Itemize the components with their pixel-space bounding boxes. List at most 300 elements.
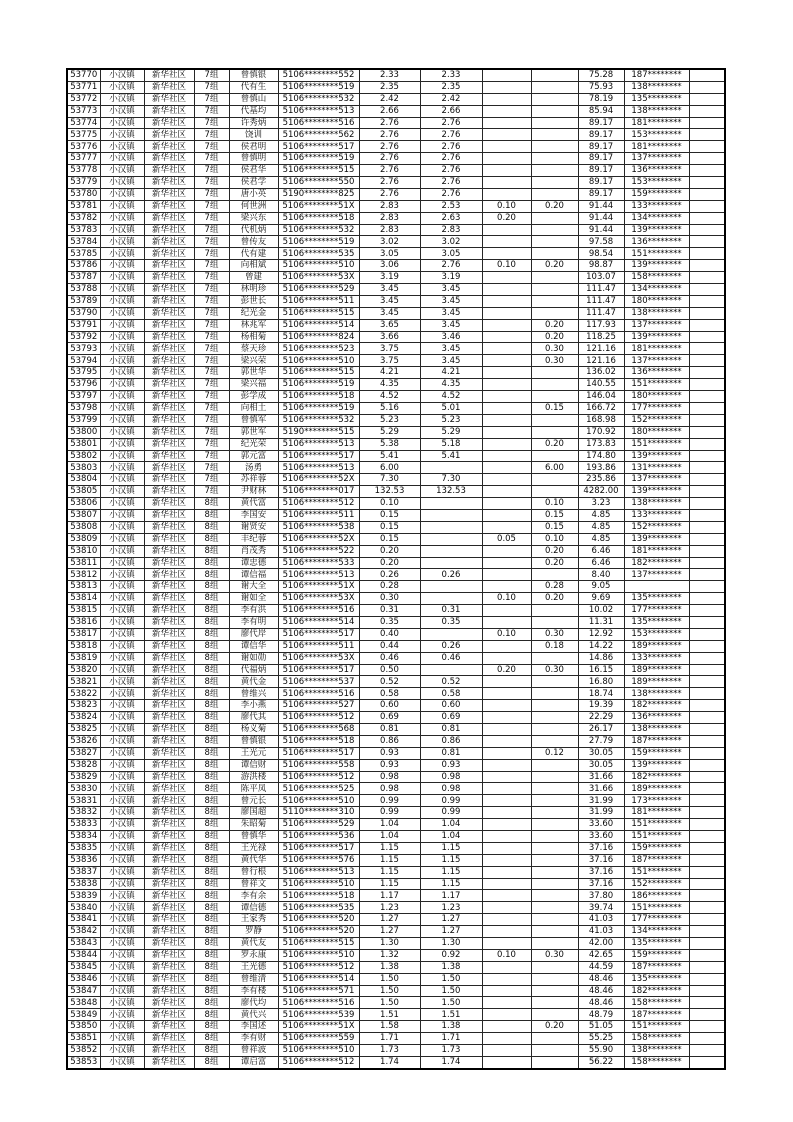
cell-town: 小汉镇 [100, 367, 144, 379]
cell-group: 8组 [194, 1056, 229, 1068]
cell-seq: 53798 [67, 402, 100, 414]
table-row [67, 545, 725, 557]
cell-value-3: 0.20 [482, 212, 531, 224]
cell-value-4 [531, 212, 578, 224]
cell-blank [689, 307, 725, 319]
cell-value-3 [482, 878, 531, 890]
cell-town: 小汉镇 [100, 842, 144, 854]
cell-community: 新华社区 [144, 985, 194, 997]
cell-community: 新华社区 [144, 426, 194, 438]
cell-seq: 53784 [67, 236, 100, 248]
cell-blank [689, 474, 725, 486]
cell-seq: 53800 [67, 426, 100, 438]
cell-value-4 [531, 426, 578, 438]
cell-total: 111.47 [578, 284, 624, 296]
table-row [67, 557, 725, 569]
cell-group: 8组 [194, 961, 229, 973]
cell-total: 91.44 [578, 224, 624, 236]
cell-blank [689, 997, 725, 1009]
cell-phone: 136******** [624, 236, 689, 248]
cell-blank [689, 509, 725, 521]
cell-blank [689, 807, 725, 819]
cell-value-1: 1.23 [359, 902, 420, 914]
cell-name: 游洪楼 [229, 771, 278, 783]
cell-value-3 [482, 1045, 531, 1057]
cell-value-4 [531, 795, 578, 807]
cell-group: 8组 [194, 985, 229, 997]
table-row [67, 902, 725, 914]
cell-value-4 [531, 1045, 578, 1057]
cell-value-3 [482, 307, 531, 319]
cell-group: 8组 [194, 819, 229, 831]
cell-value-1: 4.52 [359, 391, 420, 403]
cell-town: 小汉镇 [100, 141, 144, 153]
cell-id-number: 5106********512 [278, 961, 359, 973]
cell-value-1: 0.20 [359, 545, 420, 557]
cell-value-2: 4.21 [420, 367, 482, 379]
table-row [67, 700, 725, 712]
cell-community: 新华社区 [144, 890, 194, 902]
cell-blank [689, 153, 725, 165]
cell-value-2 [420, 509, 482, 521]
cell-value-2: 0.93 [420, 759, 482, 771]
cell-seq: 53803 [67, 462, 100, 474]
cell-name: 向相土 [229, 402, 278, 414]
table-row [67, 747, 725, 759]
cell-name: 杨义菊 [229, 723, 278, 735]
cell-town: 小汉镇 [100, 795, 144, 807]
cell-name: 谭信福 [229, 569, 278, 581]
cell-seq: 53770 [67, 69, 100, 81]
cell-value-3 [482, 771, 531, 783]
table-row [67, 414, 725, 426]
cell-name: 廖代其 [229, 712, 278, 724]
cell-id-number: 5106********514 [278, 973, 359, 985]
cell-value-4 [531, 236, 578, 248]
cell-community: 新华社区 [144, 676, 194, 688]
cell-community: 新华社区 [144, 248, 194, 260]
cell-group: 8组 [194, 914, 229, 926]
cell-group: 7组 [194, 331, 229, 343]
cell-town: 小汉镇 [100, 307, 144, 319]
cell-seq: 53772 [67, 93, 100, 105]
cell-community: 新华社区 [144, 188, 194, 200]
cell-total: 56.22 [578, 1056, 624, 1068]
cell-value-1: 0.69 [359, 712, 420, 724]
cell-town: 小汉镇 [100, 1021, 144, 1033]
cell-community: 新华社区 [144, 509, 194, 521]
table-row [67, 307, 725, 319]
cell-total: 121.16 [578, 355, 624, 367]
cell-value-2: 0.98 [420, 771, 482, 783]
cell-value-3 [482, 914, 531, 926]
cell-seq: 53794 [67, 355, 100, 367]
cell-value-2: 1.73 [420, 1045, 482, 1057]
cell-name: 侯君学 [229, 177, 278, 189]
cell-seq: 53810 [67, 545, 100, 557]
cell-community: 新华社区 [144, 93, 194, 105]
cell-name: 代基均 [229, 105, 278, 117]
cell-community: 新华社区 [144, 545, 194, 557]
cell-value-4 [531, 961, 578, 973]
cell-community: 新华社区 [144, 177, 194, 189]
cell-group: 8组 [194, 783, 229, 795]
cell-id-number: 5106********519 [278, 236, 359, 248]
cell-total: 193.86 [578, 462, 624, 474]
cell-value-1: 1.15 [359, 842, 420, 854]
cell-value-3 [482, 890, 531, 902]
table-row [67, 224, 725, 236]
cell-value-4: 0.30 [531, 628, 578, 640]
cell-value-4 [531, 973, 578, 985]
cell-value-4 [531, 141, 578, 153]
table-row [67, 212, 725, 224]
cell-value-2: 1.15 [420, 878, 482, 890]
cell-id-number: 5106********53X [278, 593, 359, 605]
cell-group: 7组 [194, 462, 229, 474]
cell-total: 16.15 [578, 664, 624, 676]
table-row [67, 723, 725, 735]
cell-seq: 53780 [67, 188, 100, 200]
cell-value-1: 2.76 [359, 129, 420, 141]
cell-blank [689, 640, 725, 652]
cell-value-1: 3.65 [359, 319, 420, 331]
cell-blank [689, 831, 725, 843]
cell-town: 小汉镇 [100, 474, 144, 486]
cell-town: 小汉镇 [100, 105, 144, 117]
cell-phone: 135******** [624, 938, 689, 950]
cell-total: 75.93 [578, 81, 624, 93]
cell-value-2 [420, 628, 482, 640]
cell-id-number: 5106********52X [278, 474, 359, 486]
cell-seq: 53807 [67, 509, 100, 521]
cell-total: 170.92 [578, 426, 624, 438]
cell-name: 李国述 [229, 1021, 278, 1033]
cell-phone: 134******** [624, 284, 689, 296]
cell-value-1: 2.76 [359, 177, 420, 189]
cell-seq: 53782 [67, 212, 100, 224]
cell-phone: 137******** [624, 569, 689, 581]
cell-id-number: 5106********571 [278, 985, 359, 997]
cell-town: 小汉镇 [100, 295, 144, 307]
cell-value-2: 2.76 [420, 260, 482, 272]
cell-value-4 [531, 307, 578, 319]
cell-id-number: 5106********519 [278, 402, 359, 414]
cell-total: 48.46 [578, 973, 624, 985]
cell-id-number: 5106********515 [278, 165, 359, 177]
cell-value-3 [482, 367, 531, 379]
cell-blank [689, 450, 725, 462]
cell-community: 新华社区 [144, 462, 194, 474]
cell-value-1: 3.75 [359, 343, 420, 355]
cell-seq: 53832 [67, 807, 100, 819]
cell-town: 小汉镇 [100, 973, 144, 985]
cell-blank [689, 712, 725, 724]
cell-seq: 53786 [67, 260, 100, 272]
cell-phone: 159******** [624, 188, 689, 200]
cell-town: 小汉镇 [100, 783, 144, 795]
cell-blank [689, 212, 725, 224]
cell-seq: 53841 [67, 914, 100, 926]
cell-community: 新华社区 [144, 652, 194, 664]
cell-seq: 53852 [67, 1045, 100, 1057]
cell-phone: 181******** [624, 343, 689, 355]
cell-total: 8.40 [578, 569, 624, 581]
cell-value-3 [482, 1033, 531, 1045]
table-row [67, 973, 725, 985]
cell-total: 89.17 [578, 117, 624, 129]
cell-value-3 [482, 509, 531, 521]
cell-blank [689, 688, 725, 700]
cell-id-number: 5106********510 [278, 260, 359, 272]
cell-group: 8组 [194, 628, 229, 640]
cell-community: 新华社区 [144, 414, 194, 426]
cell-name: 朱昭菊 [229, 819, 278, 831]
cell-group: 7组 [194, 141, 229, 153]
cell-id-number: 5106********017 [278, 486, 359, 498]
cell-group: 8组 [194, 997, 229, 1009]
cell-community: 新华社区 [144, 521, 194, 533]
cell-name: 唐小英 [229, 188, 278, 200]
cell-value-1: 2.83 [359, 200, 420, 212]
cell-community: 新华社区 [144, 474, 194, 486]
cell-value-3 [482, 842, 531, 854]
cell-id-number: 5190********515 [278, 426, 359, 438]
cell-seq: 53845 [67, 961, 100, 973]
table-row [67, 605, 725, 617]
cell-value-4 [531, 688, 578, 700]
cell-name: 谭信财 [229, 759, 278, 771]
cell-total: 12.92 [578, 628, 624, 640]
cell-value-1: 5.23 [359, 414, 420, 426]
cell-value-1: 3.75 [359, 355, 420, 367]
cell-community: 新华社区 [144, 973, 194, 985]
cell-blank [689, 224, 725, 236]
cell-seq: 53808 [67, 521, 100, 533]
cell-total: 33.60 [578, 819, 624, 831]
table-row [67, 581, 725, 593]
cell-total: 27.79 [578, 735, 624, 747]
cell-seq: 53835 [67, 842, 100, 854]
cell-blank [689, 391, 725, 403]
cell-value-3 [482, 272, 531, 284]
cell-town: 小汉镇 [100, 676, 144, 688]
cell-phone: 158******** [624, 1056, 689, 1068]
cell-value-4: 0.30 [531, 949, 578, 961]
cell-name: 廖代均 [229, 997, 278, 1009]
cell-value-4: 0.15 [531, 521, 578, 533]
cell-value-2: 2.76 [420, 153, 482, 165]
cell-value-2 [420, 593, 482, 605]
table-row [67, 831, 725, 843]
cell-value-4 [531, 129, 578, 141]
table-row [67, 997, 725, 1009]
cell-value-2: 2.76 [420, 165, 482, 177]
cell-value-3 [482, 605, 531, 617]
cell-phone: 137******** [624, 319, 689, 331]
cell-value-2: 1.15 [420, 866, 482, 878]
cell-value-4: 0.20 [531, 545, 578, 557]
cell-total: 78.19 [578, 93, 624, 105]
cell-town: 小汉镇 [100, 664, 144, 676]
cell-value-2: 2.76 [420, 177, 482, 189]
cell-group: 7组 [194, 212, 229, 224]
cell-phone: 139******** [624, 759, 689, 771]
cell-seq: 53806 [67, 498, 100, 510]
cell-total: 3.23 [578, 498, 624, 510]
cell-group: 8组 [194, 712, 229, 724]
cell-value-3 [482, 1021, 531, 1033]
cell-total: 41.03 [578, 914, 624, 926]
cell-value-1: 0.50 [359, 664, 420, 676]
cell-seq: 53823 [67, 700, 100, 712]
cell-value-4 [531, 188, 578, 200]
cell-value-4 [531, 854, 578, 866]
cell-phone: 139******** [624, 331, 689, 343]
cell-town: 小汉镇 [100, 581, 144, 593]
cell-total: 98.54 [578, 248, 624, 260]
cell-community: 新华社区 [144, 117, 194, 129]
cell-value-3 [482, 343, 531, 355]
cell-value-1: 1.50 [359, 997, 420, 1009]
cell-blank [689, 771, 725, 783]
cell-town: 小汉镇 [100, 129, 144, 141]
cell-phone: 180******** [624, 426, 689, 438]
cell-name: 曾维清 [229, 973, 278, 985]
cell-phone: 181******** [624, 545, 689, 557]
cell-id-number: 5106********518 [278, 890, 359, 902]
cell-phone: 136******** [624, 712, 689, 724]
cell-value-4 [531, 224, 578, 236]
cell-value-4: 0.20 [531, 438, 578, 450]
cell-community: 新华社区 [144, 569, 194, 581]
cell-id-number: 5106********559 [278, 1033, 359, 1045]
cell-name: 李有余 [229, 890, 278, 902]
table-row [67, 985, 725, 997]
cell-id-number: 5106********512 [278, 771, 359, 783]
cell-phone: 158******** [624, 272, 689, 284]
cell-community: 新华社区 [144, 284, 194, 296]
cell-phone: 135******** [624, 616, 689, 628]
cell-phone: 138******** [624, 723, 689, 735]
cell-value-3 [482, 997, 531, 1009]
cell-town: 小汉镇 [100, 93, 144, 105]
cell-group: 8组 [194, 700, 229, 712]
cell-value-1: 5.41 [359, 450, 420, 462]
cell-id-number: 5106********517 [278, 141, 359, 153]
cell-id-number: 5106********536 [278, 831, 359, 843]
cell-community: 新华社区 [144, 949, 194, 961]
cell-phone: 136******** [624, 367, 689, 379]
cell-value-4 [531, 295, 578, 307]
cell-value-2: 3.45 [420, 295, 482, 307]
cell-group: 8组 [194, 676, 229, 688]
cell-name: 纪光金 [229, 307, 278, 319]
cell-value-1: 5.29 [359, 426, 420, 438]
cell-town: 小汉镇 [100, 391, 144, 403]
cell-name: 谭忠德 [229, 557, 278, 569]
cell-value-1: 2.76 [359, 141, 420, 153]
cell-total: 174.80 [578, 450, 624, 462]
table-row [67, 640, 725, 652]
table-row [67, 1045, 725, 1057]
cell-total: 146.04 [578, 391, 624, 403]
cell-seq: 53816 [67, 616, 100, 628]
cell-value-1: 1.73 [359, 1045, 420, 1057]
cell-group: 8组 [194, 902, 229, 914]
cell-value-3 [482, 640, 531, 652]
cell-id-number: 5106********519 [278, 379, 359, 391]
cell-value-4 [531, 1056, 578, 1068]
cell-town: 小汉镇 [100, 854, 144, 866]
cell-total: 31.99 [578, 795, 624, 807]
cell-value-4 [531, 474, 578, 486]
cell-town: 小汉镇 [100, 81, 144, 93]
table-row [67, 509, 725, 521]
cell-group: 7组 [194, 438, 229, 450]
cell-phone: 187******** [624, 961, 689, 973]
cell-group: 8组 [194, 926, 229, 938]
cell-total: 22.29 [578, 712, 624, 724]
cell-group: 7组 [194, 343, 229, 355]
cell-value-3 [482, 973, 531, 985]
table-row [67, 819, 725, 831]
cell-id-number: 5106********519 [278, 81, 359, 93]
cell-id-number: 5106********518 [278, 212, 359, 224]
cell-id-number: 5106********51X [278, 581, 359, 593]
cell-value-2: 7.30 [420, 474, 482, 486]
cell-seq: 53809 [67, 533, 100, 545]
cell-blank [689, 1009, 725, 1021]
cell-phone: 138******** [624, 105, 689, 117]
cell-group: 7组 [194, 260, 229, 272]
cell-value-3 [482, 1056, 531, 1068]
cell-group: 8组 [194, 747, 229, 759]
cell-blank [689, 866, 725, 878]
cell-seq: 53818 [67, 640, 100, 652]
cell-id-number: 5106********51X [278, 200, 359, 212]
cell-value-1: 1.15 [359, 854, 420, 866]
cell-value-2: 2.76 [420, 129, 482, 141]
cell-value-1: 0.99 [359, 795, 420, 807]
cell-value-1: 0.93 [359, 759, 420, 771]
cell-id-number: 5106********513 [278, 438, 359, 450]
table-row [67, 1033, 725, 1045]
cell-town: 小汉镇 [100, 331, 144, 343]
cell-value-3 [482, 735, 531, 747]
cell-value-2 [420, 545, 482, 557]
cell-community: 新华社区 [144, 640, 194, 652]
cell-blank [689, 426, 725, 438]
cell-total: 168.98 [578, 414, 624, 426]
cell-blank [689, 616, 725, 628]
cell-value-4: 0.15 [531, 509, 578, 521]
cell-community: 新华社区 [144, 997, 194, 1009]
cell-name: 谢如全 [229, 593, 278, 605]
cell-id-number: 5106********510 [278, 1045, 359, 1057]
table-row [67, 866, 725, 878]
cell-group: 8组 [194, 938, 229, 950]
table-row [67, 949, 725, 961]
cell-phone: 186******** [624, 890, 689, 902]
cell-value-3 [482, 105, 531, 117]
cell-town: 小汉镇 [100, 688, 144, 700]
cell-value-1: 0.52 [359, 676, 420, 688]
cell-name: 曾传友 [229, 236, 278, 248]
cell-seq: 53843 [67, 938, 100, 950]
cell-value-3 [482, 759, 531, 771]
cell-total: 91.44 [578, 212, 624, 224]
